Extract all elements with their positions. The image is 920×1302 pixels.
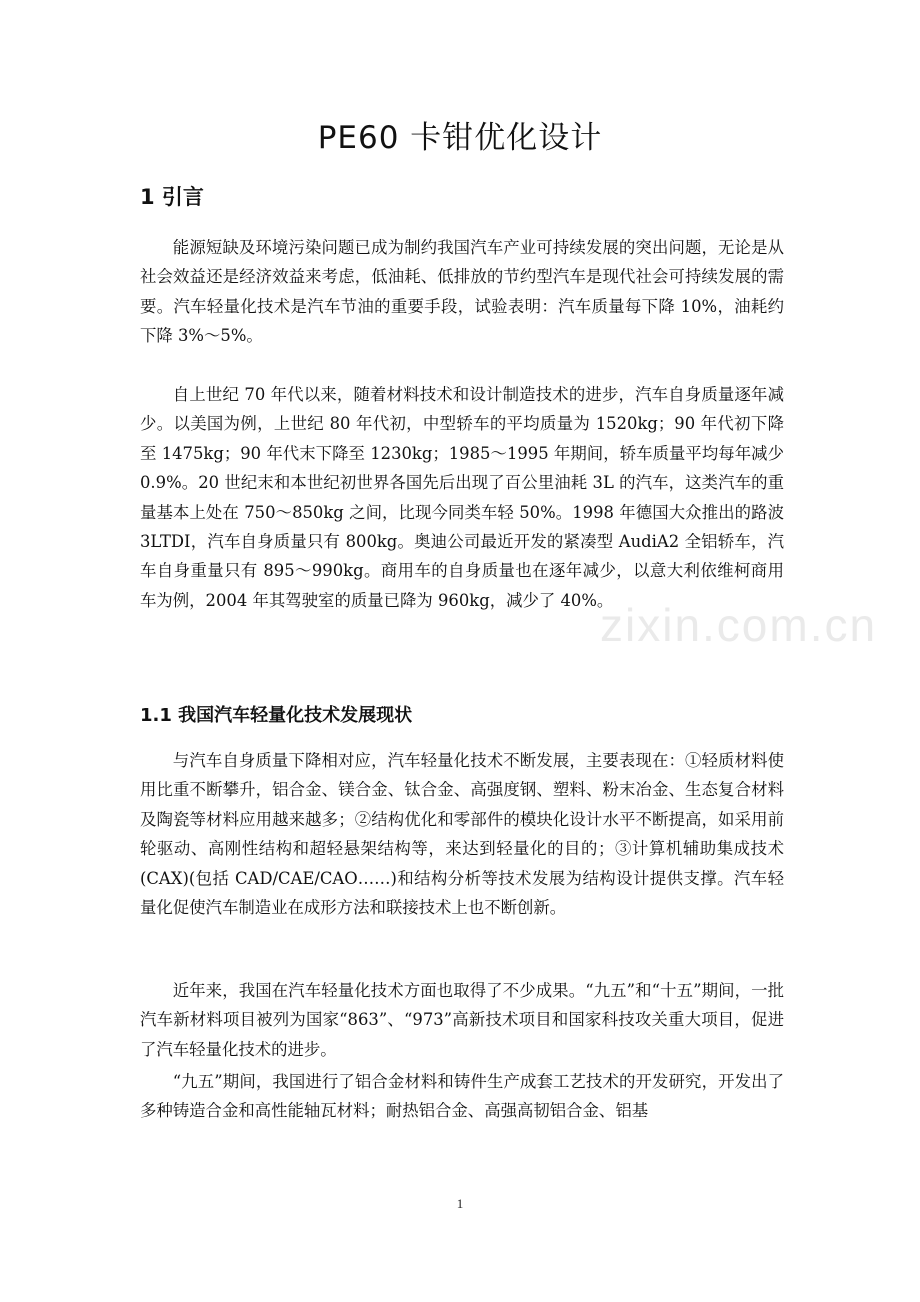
section-heading-intro: 1 引言 (140, 185, 204, 209)
paragraph-2: 自上世纪 70 年代以来，随着材料技术和设计制造技术的进步，汽车自身质量逐年减少。以美国为例，上世纪 80 年代初，中型轿车的平均质量为 1520kg；90 年代初下降至 1475kg；90 年代末下降至 1230kg；1985～1995 年期间，轿车质量平均每年减少 0.9%。20 世纪末和本世纪初世界各国先后出现了百公里油耗 3L 的汽车，这类汽车的重量基本上处在 750～850kg 之间，比现今同类车轻 50%。1998 年德国大众推出的路波 3LTDI，汽车自身质量只有 800kg。奥迪公司最近开发的紧凑型 AudiA2 全铝轿车，汽车自身重量只有 895～990kg。商用车的自身质量也在逐年减少，以意大利依维柯商用车为例，2004 年其驾驶室的质量已降为 960kg，减少了 40%。 (140, 385, 784, 610)
page-title: PE60 卡钳优化设计 (317, 120, 603, 156)
section-heading-1-1: 1.1 我国汽车轻量化技术发展现状 (140, 705, 413, 726)
paragraph-4: 近年来，我国在汽车轻量化技术方面也取得了不少成果。“九五”和“十五”期间，一批汽车新材料项目被列为国家“863”、“973”高新技术项目和国家科技攻关重大项目，促进了汽车轻量化技术的进步。 (140, 981, 784, 1059)
watermark: zixin.com.cn (600, 599, 878, 651)
paragraph-3: 与汽车自身质量下降相对应，汽车轻量化技术不断发展，主要表现在：①轻质材料使用比重不断攀升，铝合金、镁合金、钛合金、高强度钢、塑料、粉末冶金、生态复合材料及陶瓷等材料应用越来越多；②结构优化和零部件的模块化设计水平不断提高，如采用前轮驱动、高刚性结构和超轻悬架结构等，来达到轻量化的目的；③计算机辅助集成技术(CAX)(包括 CAD/CAE/CAO……)和结构分析等技术发展为结构设计提供支撑。汽车轻量化促使汽车制造业在成形方法和联接技术上也不断创新。 (140, 751, 784, 918)
page-number: 1 (456, 1196, 464, 1211)
paragraph-1: 能源短缺及环境污染问题已成为制约我国汽车产业可持续发展的突出问题，无论是从社会效益还是经济效益来考虑，低油耗、低排放的节约型汽车是现代社会可持续发展的需要。汽车轻量化技术是汽车节油的重要手段，试验表明：汽车质量每下降 10%，油耗约下降 3%～5%。 (140, 238, 784, 346)
paragraph-5: “九五”期间，我国进行了铝合金材料和铸件生产成套工艺技术的开发研究，开发出了多种铸造合金和高性能轴瓦材料；耐热铝合金、高强高韧铝合金、铝基 (140, 1072, 784, 1121)
